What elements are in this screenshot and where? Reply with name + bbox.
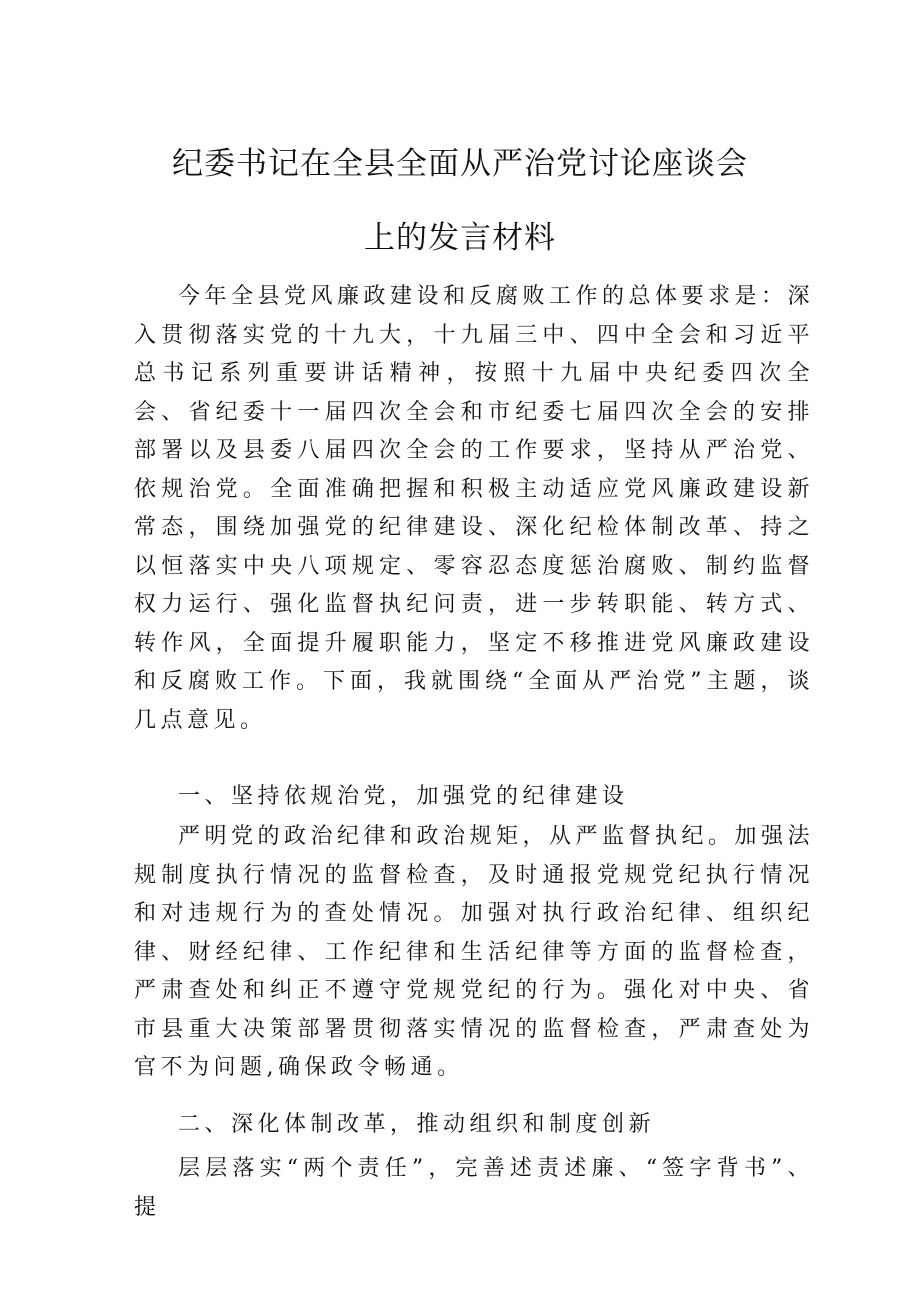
paragraph-two-responsibilities: 层层落实“两个责任”，完善述责述廉、“签字背书”、提 xyxy=(134,1156,814,1220)
document-title-line-1: 纪委书记在全县全面从严治党讨论座谈会 xyxy=(172,146,748,182)
paragraph-party-discipline: 严明党的政治纪律和政治规矩，从严监督执纪。加强法规制度执行情况的监督检查，及时通报党规党纪执行情况和对违规行为的查处情况。加强对执行政治纪律、组织纪律、财经纪律、工作纪律和生活纪律等方面的监督检查，严肃查处和纠正不遵守党规党纪的行为。强化对中央、省市县重大决策部署贯彻落实情况的监督检查，严肃查处为官不为问题,确保政令畅通。 xyxy=(134,824,815,1080)
section-heading-1: 一、坚持依规治党，加强党的纪律建设 xyxy=(178,784,629,809)
section-heading-2: 二、深化体制改革，推动组织和制度创新 xyxy=(178,1112,656,1137)
document-title-line-2: 上的发言材料 xyxy=(364,220,556,256)
paragraph-general-requirements: 今年全县党风廉政建设和反腐败工作的总体要求是：深入贯彻落实党的十九大，十九届三中、四中全会和习近平总书记系列重要讲话精神，按照十九届中央纪委四次全会、省纪委十一届四次全会和市纪委七届四次全会的安排部署以及县委八届四次全会的工作要求，坚持从严治党、依规治党。全面准确把握和积极主动适应党风廉政建设新常态，围绕加强党的纪律建设、深化纪检体制改革、持之以恒落实中央八项规定、零容忍态度惩治腐败、制约监督权力运行、强化监督执纪问责，进一步转职能、转方式、转作风，全面提升履职能力，坚定不移推进党风廉政建设和反腐败工作。下面，我就围绕“全面从严治党”主题，谈几点意见。 xyxy=(134,284,815,733)
